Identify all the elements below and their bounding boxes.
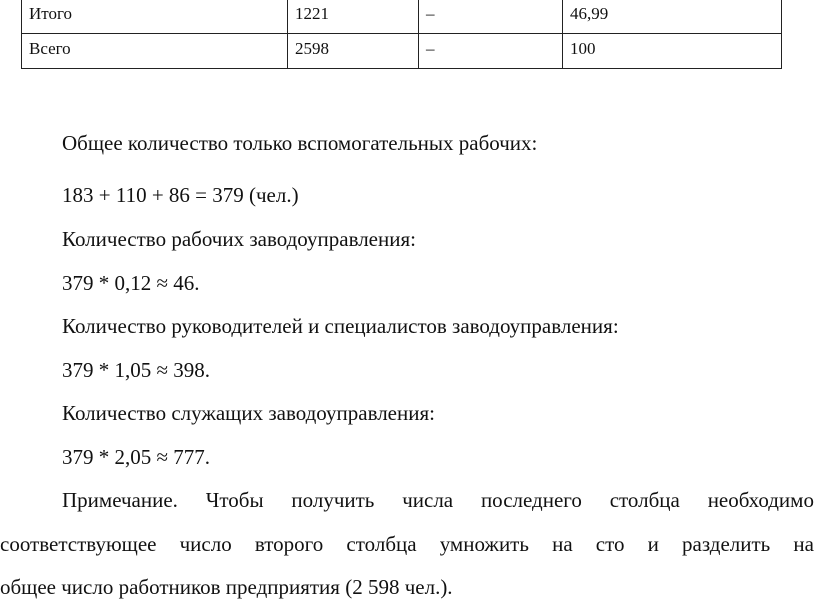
note-word: столбца	[346, 532, 417, 556]
table-row	[22, 0, 782, 34]
table-cell: Итого	[22, 0, 288, 34]
note-word: на	[552, 532, 573, 556]
note-word: Чтобы	[205, 488, 264, 512]
table-cell: 1221	[288, 0, 419, 34]
note-word: и	[647, 532, 659, 556]
note-word: соответствующее	[0, 532, 157, 556]
table-cell: 2598	[288, 34, 419, 69]
note-word: второго	[254, 532, 324, 556]
paragraph-total-auxiliary: Общее количество только вспомогательных рабочих:	[62, 131, 538, 155]
table-cell: –	[419, 0, 563, 34]
formula-office-employees: 379 * 2,05 ≈ 777.	[62, 445, 211, 469]
table-cell: Всего	[22, 34, 288, 69]
paragraph-managers-specialists: Количество руководителей и специалистов заводоуправления:	[62, 314, 619, 338]
note-word: разделить	[682, 532, 771, 556]
summary-table	[21, 0, 782, 69]
note-word: получить	[291, 488, 375, 512]
note-word: умножить	[439, 532, 529, 556]
note-word: Примечание.	[62, 488, 178, 512]
table-cell: –	[419, 34, 563, 69]
note-line-1	[0, 487, 814, 513]
note-line-2	[0, 531, 814, 557]
formula-management-workers: 379 * 0,12 ≈ 46.	[62, 271, 200, 295]
note-line-3: общее число работников предприятия (2 598 чел.).	[0, 575, 453, 599]
note-word: число	[179, 532, 232, 556]
note-word: последнего	[480, 488, 582, 512]
note-word: необходимо	[707, 488, 814, 512]
paragraph-management-workers: Количество рабочих заводоуправления:	[62, 227, 416, 251]
table-cell: 46,99	[563, 0, 782, 34]
note-word: числа	[402, 488, 454, 512]
formula-auxiliary-sum: 183 + 110 + 86 = 379 (чел.)	[62, 183, 299, 207]
formula-managers-specialists: 379 * 1,05 ≈ 398.	[62, 358, 211, 382]
paragraph-office-employees: Количество служащих заводоуправления:	[62, 401, 435, 425]
note-word: сто	[595, 532, 625, 556]
table-cell: 100	[563, 34, 782, 69]
note-word: на	[793, 532, 814, 556]
table-row	[22, 34, 782, 69]
note-word: столбца	[609, 488, 680, 512]
